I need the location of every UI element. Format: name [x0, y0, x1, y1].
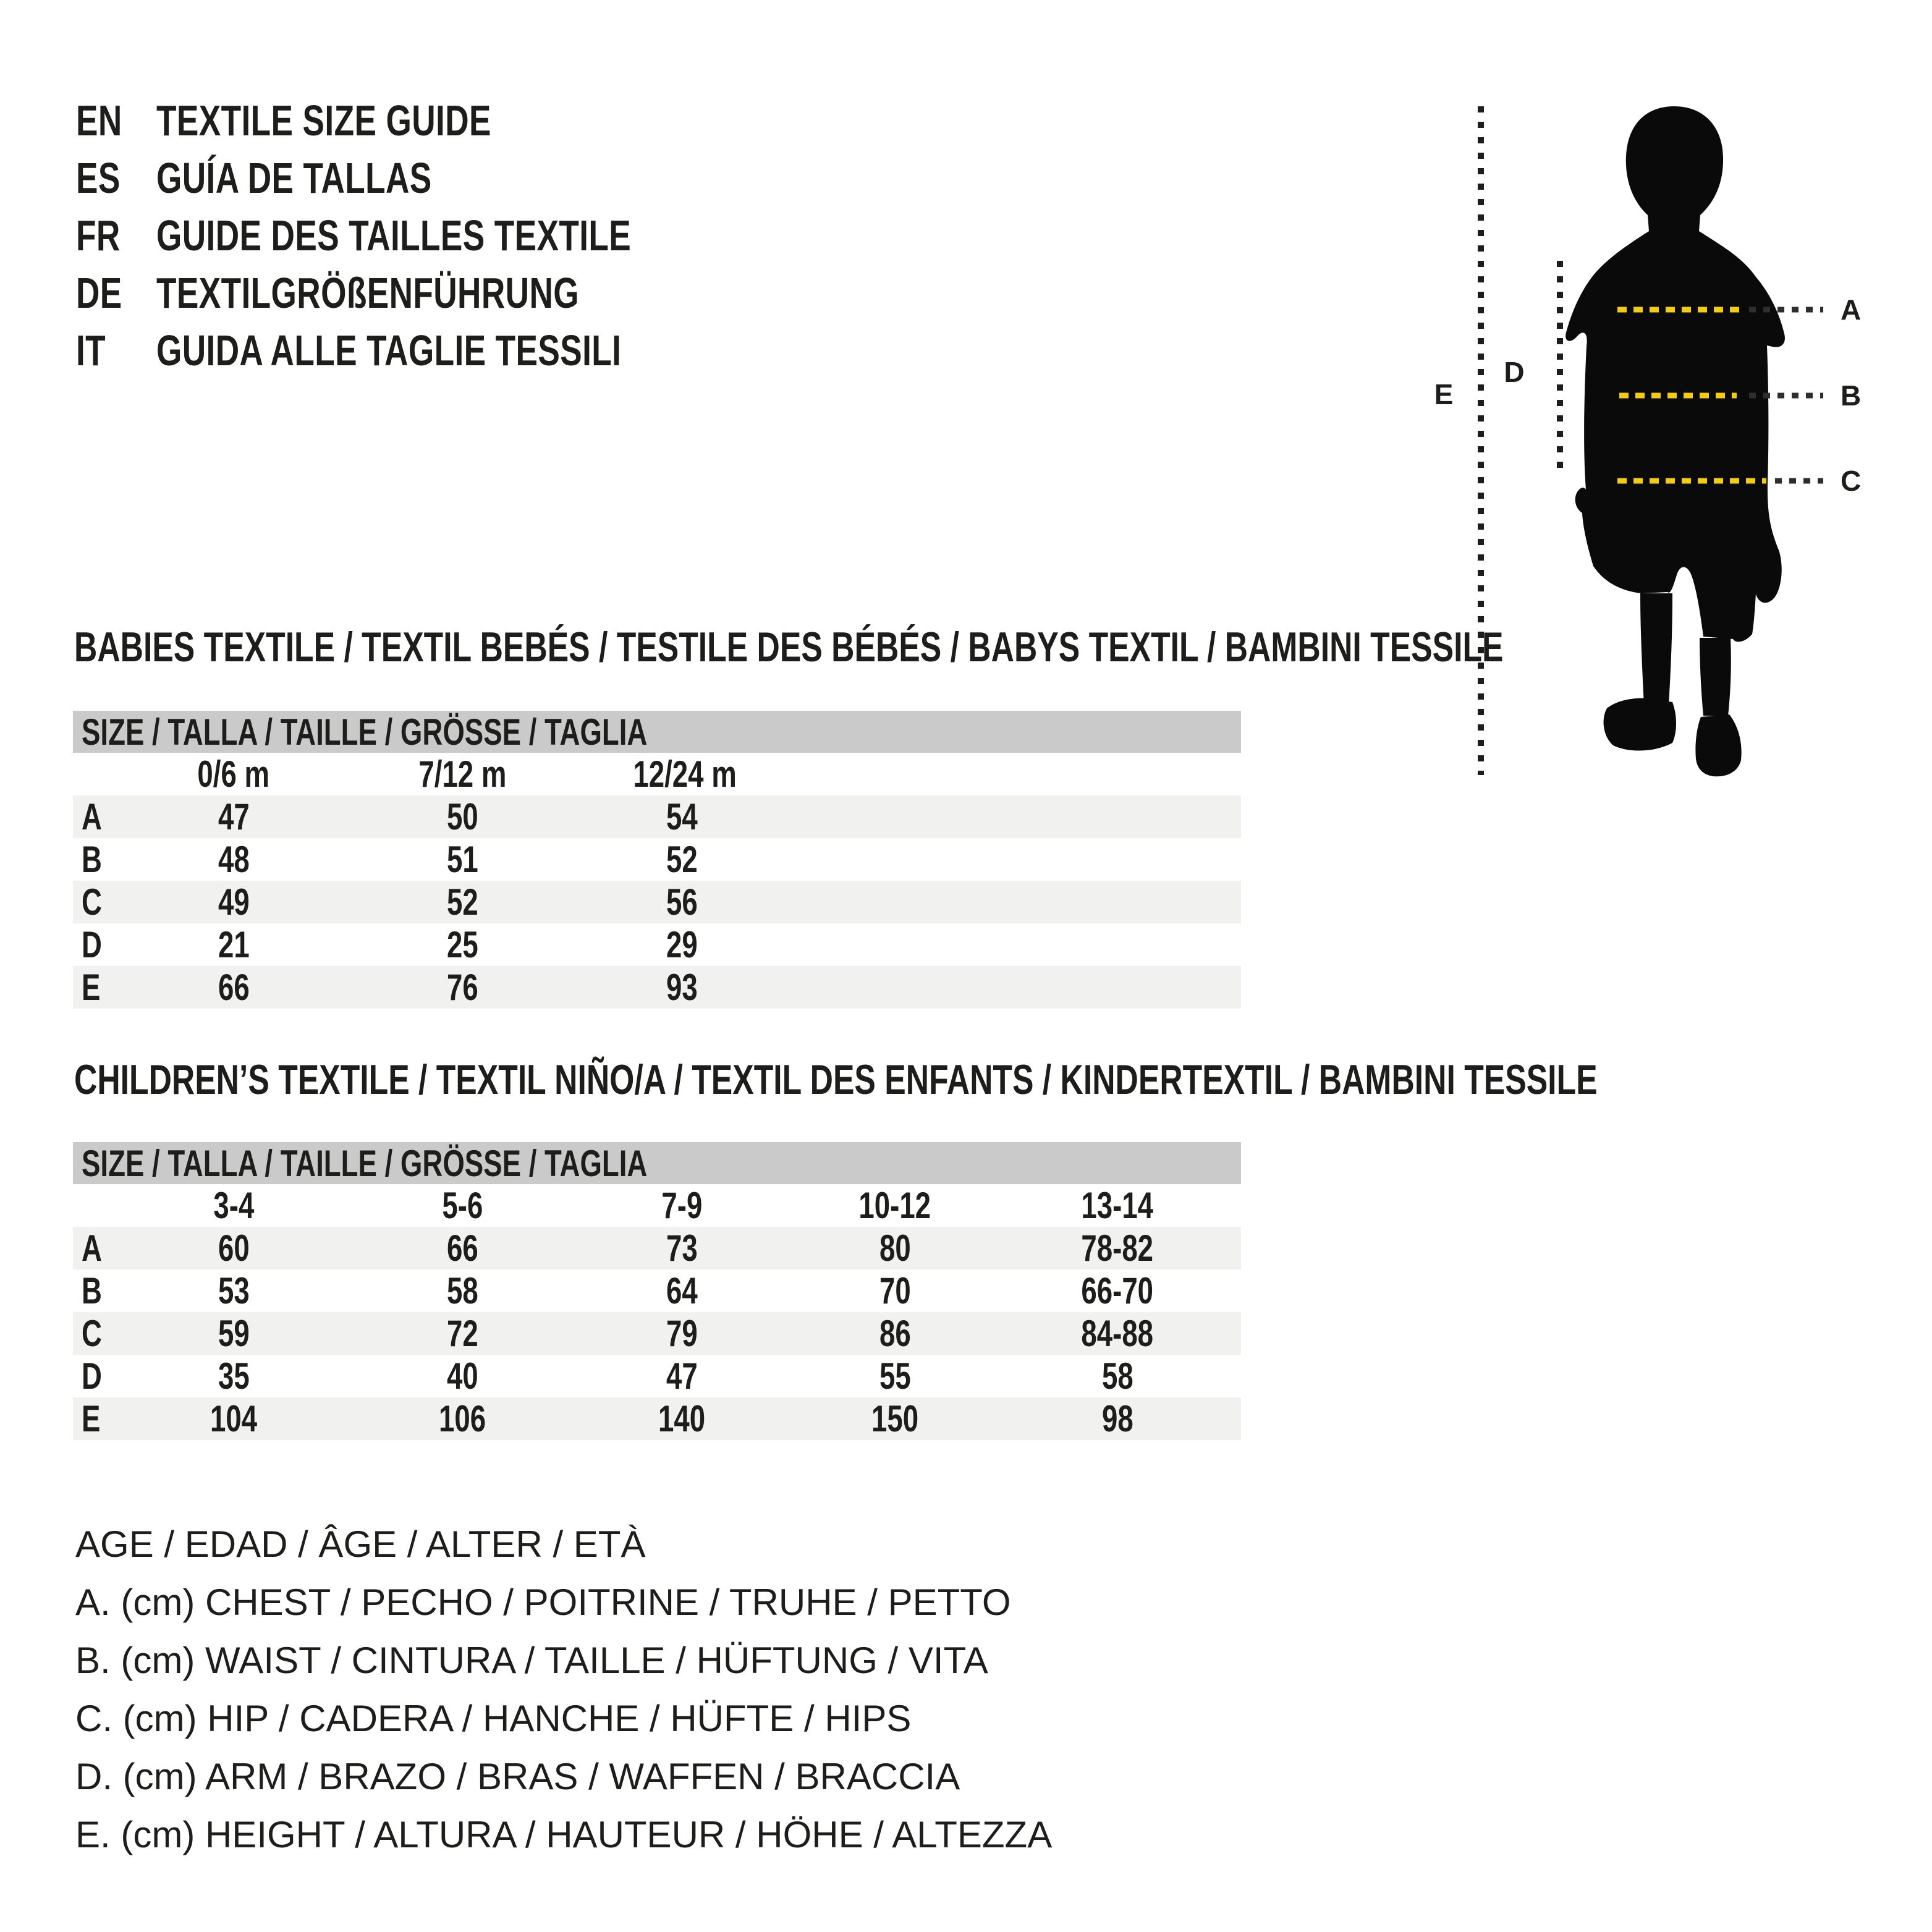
legend-line: A. (cm) CHEST / PECHO / POITRINE / TRUHE / PETTO: [75, 1582, 1011, 1623]
table-cell: 106: [438, 1398, 486, 1439]
legend-line: E. (cm) HEIGHT / ALTURA / HAUTEUR / HÖHE / ALTEZZA: [75, 1814, 1053, 1855]
row-label: B: [82, 839, 102, 880]
column-header: 12/24 m: [633, 753, 737, 795]
table-cell: 29: [666, 924, 698, 965]
figure-label-b: B: [1841, 379, 1862, 412]
children-size-table: [73, 1142, 1241, 1440]
table-cell: 35: [218, 1355, 250, 1397]
table-row: [73, 1269, 1241, 1312]
babies-column-headers: [73, 753, 1241, 795]
legend-line: C. (cm) HIP / CADERA / HANCHE / HÜFTE / HIPS: [75, 1698, 912, 1739]
table-cell: 86: [879, 1313, 911, 1354]
table-cell: 52: [666, 839, 698, 880]
column-header: 13-14: [1081, 1185, 1154, 1226]
table-cell: 66: [218, 967, 250, 1008]
guide-title: TEXTILE SIZE GUIDE: [156, 96, 491, 145]
table-cell: 50: [446, 796, 478, 837]
row-label: E: [82, 967, 101, 1008]
table-row: [73, 966, 1241, 1009]
language-row-es: [76, 149, 781, 206]
table-cell: 47: [666, 1355, 698, 1397]
guide-title: GUIDE DES TAILLES TEXTILE: [156, 211, 632, 260]
table-cell: 140: [658, 1398, 706, 1439]
row-label: B: [82, 1270, 102, 1311]
table-cell: 64: [666, 1270, 698, 1311]
table-cell: 40: [446, 1355, 478, 1397]
table-cell: 58: [446, 1270, 478, 1311]
language-code: IT: [76, 326, 106, 375]
table-cell: 25: [446, 924, 478, 965]
table-cell: 70: [879, 1270, 911, 1311]
table-cell: 48: [218, 839, 250, 880]
language-row-it: [76, 321, 781, 379]
child-silhouette-icon: [1566, 106, 1785, 776]
legend-line: AGE / EDAD / ÂGE / ALTER / ETÀ: [75, 1523, 646, 1565]
table-row: [73, 1227, 1241, 1269]
table-row: [73, 795, 1241, 838]
babies-size-bar: SIZE / TALLA / TAILLE / GRÖSSE / TAGLIA: [73, 711, 1241, 753]
guide-title: GUÍA DE TALLAS: [156, 153, 432, 202]
table-cell: 104: [210, 1398, 258, 1439]
table-cell: 84-88: [1081, 1313, 1154, 1354]
language-code: DE: [76, 268, 122, 317]
table-cell: 60: [218, 1227, 250, 1269]
table-cell: 76: [446, 967, 478, 1008]
children-size-bar: SIZE / TALLA / TAILLE / GRÖSSE / TAGLIA: [73, 1142, 1241, 1184]
row-label: D: [82, 1355, 102, 1397]
guide-title: GUIDA ALLE TAGLIE TESSILI: [156, 326, 622, 375]
table-cell: 79: [666, 1313, 698, 1354]
language-title-block: [76, 91, 781, 379]
legend-line: B. (cm) WAIST / CINTURA / TAILLE / HÜFTUNG / VITA: [75, 1640, 988, 1681]
babies-section-heading: BABIES TEXTILE / TEXTIL BEBÉS / TESTILE DES BÉBÉS / BABYS TEXTIL / BAMBINI TESSILE: [74, 624, 1504, 671]
column-header: 7-9: [661, 1185, 702, 1226]
guide-title: TEXTILGRÖßENFÜHRUNG: [156, 268, 580, 317]
table-row: [73, 838, 1241, 881]
language-row-en: [76, 91, 781, 149]
children-section-heading: CHILDREN’S TEXTILE / TEXTIL NIÑO/A / TEXTIL DES ENFANTS / KINDERTEXTIL / BAMBINI TESSILE: [74, 1056, 1598, 1103]
column-header: 0/6 m: [197, 753, 270, 795]
row-label: C: [82, 881, 102, 923]
table-cell: 98: [1101, 1398, 1133, 1439]
row-label: A: [82, 1227, 102, 1269]
table-cell: 52: [446, 881, 478, 923]
language-code: FR: [76, 211, 121, 260]
figure-label-e: E: [1434, 378, 1454, 410]
table-row: [73, 1312, 1241, 1355]
table-cell: 51: [446, 839, 478, 880]
table-row: [73, 881, 1241, 923]
table-cell: 49: [218, 881, 250, 923]
table-cell: 73: [666, 1227, 698, 1269]
language-code: EN: [76, 96, 122, 145]
legend-line: D. (cm) ARM / BRAZO / BRAS / WAFFEN / BRACCIA: [75, 1756, 960, 1797]
row-label: A: [82, 796, 102, 837]
table-cell: 66-70: [1081, 1270, 1154, 1311]
table-cell: 66: [446, 1227, 478, 1269]
table-row: [73, 923, 1241, 966]
measurement-figure: [1391, 87, 1932, 797]
figure-label-a: A: [1841, 294, 1862, 326]
table-cell: 93: [666, 967, 698, 1008]
babies-table-rows: [73, 795, 1241, 1009]
children-column-headers: [73, 1184, 1241, 1227]
column-header: 3-4: [213, 1185, 254, 1226]
table-cell: 150: [871, 1398, 919, 1439]
column-header: 10-12: [858, 1185, 931, 1226]
language-code: ES: [76, 153, 121, 202]
language-row-de: [76, 264, 781, 321]
table-cell: 59: [218, 1313, 250, 1354]
table-cell: 47: [218, 796, 250, 837]
measurement-legend: [75, 1515, 1052, 1864]
table-cell: 78-82: [1081, 1227, 1154, 1269]
language-row-fr: [76, 206, 781, 264]
table-cell: 56: [666, 881, 698, 923]
table-cell: 21: [218, 924, 250, 965]
column-header: 5-6: [442, 1185, 483, 1226]
table-cell: 54: [666, 796, 698, 837]
table-row: [73, 1355, 1241, 1397]
table-cell: 53: [218, 1270, 250, 1311]
row-label: E: [82, 1398, 101, 1439]
table-cell: 72: [446, 1313, 478, 1354]
row-label: D: [82, 924, 102, 965]
table-row: [73, 1397, 1241, 1440]
children-table-rows: [73, 1227, 1241, 1440]
column-header: 7/12 m: [418, 753, 506, 795]
table-cell: 58: [1101, 1355, 1133, 1397]
babies-size-table: [73, 711, 1241, 1009]
table-cell: 80: [879, 1227, 911, 1269]
row-label: C: [82, 1313, 102, 1354]
figure-label-d: D: [1504, 356, 1525, 388]
table-cell: 55: [879, 1355, 911, 1397]
figure-label-c: C: [1841, 465, 1862, 497]
